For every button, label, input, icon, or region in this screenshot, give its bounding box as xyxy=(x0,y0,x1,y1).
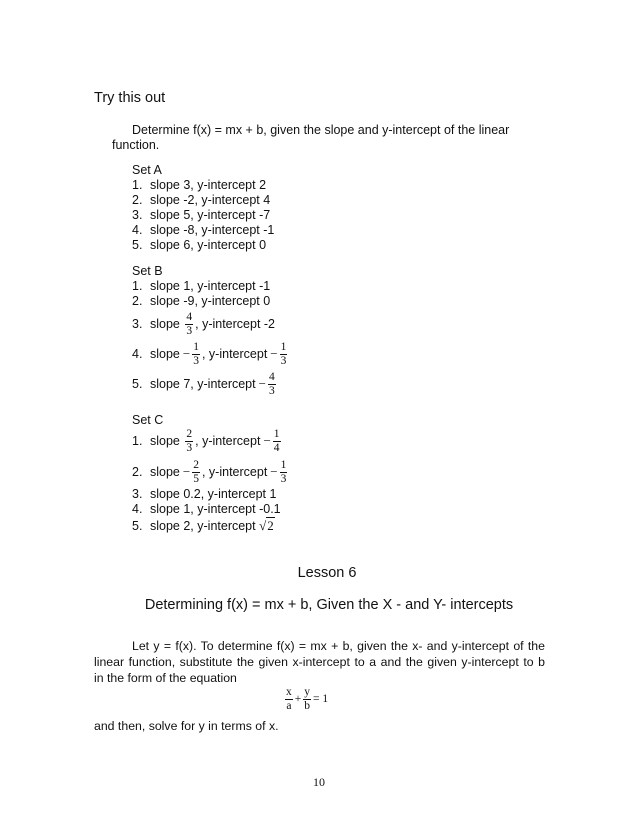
numerator: x xyxy=(286,686,292,698)
intro-line-1: Determine f(x) = mx + b, given the slope and y-intercept of the linear xyxy=(132,123,510,137)
plus-sign: + xyxy=(294,693,302,706)
page-number: 10 xyxy=(313,775,325,789)
intercept-fraction xyxy=(268,372,276,397)
item-number: 5. xyxy=(132,377,143,391)
set-b-item-4 xyxy=(132,340,289,368)
minus-sign: − xyxy=(270,464,278,479)
set-c-item-1 xyxy=(132,427,283,455)
minus-sign: − xyxy=(182,464,191,479)
numerator: 1 xyxy=(280,341,287,354)
item-number: 4. xyxy=(132,347,143,361)
numerator: 4 xyxy=(268,371,275,384)
lesson-heading: Determining f(x) = mx + b, Given the X - and Y- intercepts xyxy=(144,597,514,613)
intercept-fraction xyxy=(273,429,281,454)
item-number: 4. xyxy=(132,502,143,516)
set-c-item-3 xyxy=(132,487,276,502)
intercept-form-equation xyxy=(283,687,328,712)
item-number: 3. xyxy=(132,317,143,331)
set-b-item-3 xyxy=(132,310,275,338)
item-text: slope 1, y-intercept -1 xyxy=(150,279,271,293)
numerator: 2 xyxy=(193,459,199,472)
item-text: slope -9, y-intercept 0 xyxy=(150,294,271,308)
radicand: 2 xyxy=(267,518,274,533)
denominator: 4 xyxy=(273,442,280,455)
intercept-fraction xyxy=(280,460,288,485)
item-number: 1. xyxy=(132,279,143,293)
denominator: a xyxy=(286,700,292,712)
set-c-item-5 xyxy=(132,518,275,534)
denominator: 3 xyxy=(280,355,287,368)
item-text: slope -8, y-intercept -1 xyxy=(150,223,275,237)
item-number: 5. xyxy=(132,519,143,533)
item-number: 2. xyxy=(132,193,143,207)
minus-sign: − xyxy=(263,433,271,448)
denominator: 3 xyxy=(268,385,275,398)
numerator: y xyxy=(304,686,310,698)
body-line-3: in the form of the equation xyxy=(94,671,237,685)
intercept-fraction xyxy=(280,342,288,367)
item-number: 3. xyxy=(132,487,143,501)
item-number: 2. xyxy=(132,294,143,308)
lesson-label: Lesson 6 xyxy=(297,565,357,581)
denominator: 5 xyxy=(193,473,199,486)
item-number: 2. xyxy=(132,465,143,479)
minus-sign: − xyxy=(270,346,278,361)
item-text: slope 6, y-intercept 0 xyxy=(150,238,267,252)
numerator: 4 xyxy=(186,311,193,324)
minus-sign: − xyxy=(182,346,191,361)
item-number: 1. xyxy=(132,434,143,448)
slope-fraction xyxy=(192,460,200,485)
section-title: Try this out xyxy=(94,90,166,106)
set-a-item xyxy=(132,238,266,253)
item-text: slope 1, y-intercept -0.1 xyxy=(150,502,281,516)
denominator: 3 xyxy=(280,473,287,486)
item-text: slope 0.2, y-intercept 1 xyxy=(150,487,277,501)
y-over-b xyxy=(303,687,311,712)
slope-fraction xyxy=(185,312,193,337)
numerator: 1 xyxy=(273,428,280,441)
denominator: 3 xyxy=(193,355,199,368)
equation-rhs: = 1 xyxy=(313,693,329,706)
set-a-item xyxy=(132,208,270,223)
body-line-1: Let y = f(x). To determine f(x) = mx + b, given the x- and y-intercept of the xyxy=(132,639,545,653)
item-number: 5. xyxy=(132,238,143,252)
item-number: 4. xyxy=(132,223,143,237)
minus-sign: − xyxy=(258,376,266,391)
item-mid: , y-intercept xyxy=(201,465,268,479)
slope-label: slope xyxy=(150,347,180,361)
x-over-a xyxy=(285,687,293,712)
set-c-title: Set C xyxy=(132,413,164,427)
set-a-item xyxy=(132,178,266,193)
item-mid: , y-intercept xyxy=(195,434,261,448)
slope-fraction xyxy=(185,429,193,454)
item-rest: , y-intercept -2 xyxy=(195,317,276,331)
set-b-item-1 xyxy=(132,279,270,294)
numerator: 1 xyxy=(193,341,199,354)
set-c-item-2 xyxy=(132,458,289,486)
item-number: 3. xyxy=(132,208,143,222)
set-c-item-4 xyxy=(132,502,281,517)
denominator: 3 xyxy=(186,442,193,455)
denominator: 3 xyxy=(186,325,193,338)
slope-label: slope xyxy=(150,317,180,331)
set-b-item-5 xyxy=(132,370,278,398)
item-text: slope 2, y-intercept xyxy=(150,519,256,533)
numerator: 2 xyxy=(186,428,193,441)
intro-line-2: function. xyxy=(112,138,160,152)
slope-label: slope xyxy=(150,465,180,479)
item-text: slope -2, y-intercept 4 xyxy=(150,193,271,207)
numerator: 1 xyxy=(280,459,287,472)
body-line-2: linear function, substitute the given x-intercept to a and the given y-intercept to b xyxy=(94,655,545,669)
set-b-title: Set B xyxy=(132,264,163,278)
item-text: slope 7, y-intercept xyxy=(150,377,256,391)
item-text: slope 3, y-intercept 2 xyxy=(150,178,267,192)
denominator: b xyxy=(304,700,310,712)
slope-fraction xyxy=(192,342,200,367)
set-b-item-2 xyxy=(132,294,270,309)
set-a-item xyxy=(132,223,274,238)
body-line-4: and then, solve for y in terms of x. xyxy=(94,719,279,733)
item-text: slope 5, y-intercept -7 xyxy=(150,208,271,222)
item-mid: , y-intercept xyxy=(201,347,268,361)
square-root: √2 xyxy=(259,518,274,533)
item-number: 1. xyxy=(132,178,143,192)
set-a-item xyxy=(132,193,270,208)
set-a-title: Set A xyxy=(132,163,162,177)
slope-label: slope xyxy=(150,434,180,448)
